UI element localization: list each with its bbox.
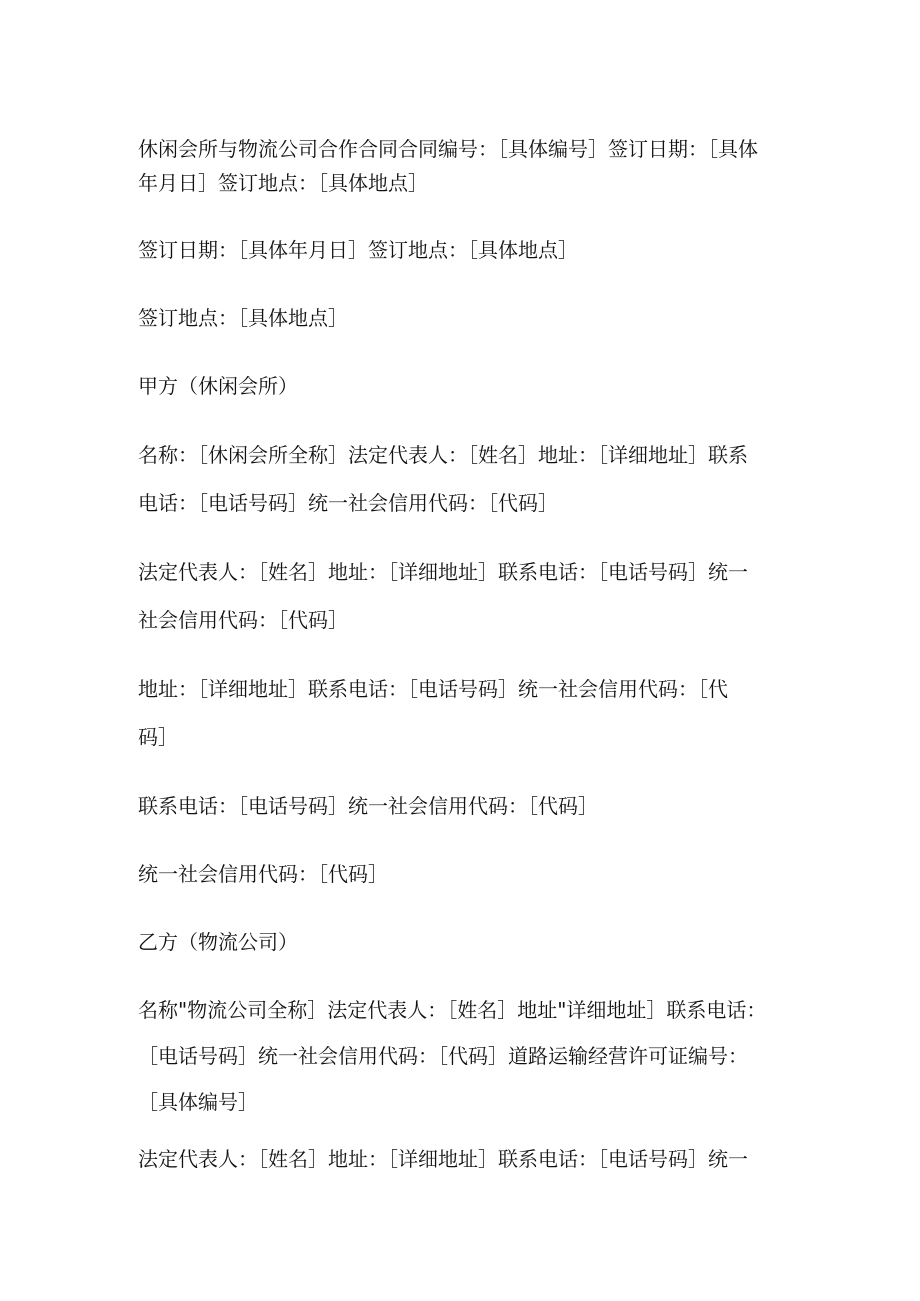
text-line: 乙方（物流公司）: [138, 930, 298, 954]
text-line: 码］: [138, 725, 178, 749]
text-line: 签订日期：［具体年月日］签订地点：［具体地点］: [138, 238, 578, 262]
party-a-address-paragraph: [138, 677, 784, 749]
text-line: 法定代表人：［姓名］地址：［详细地址］联系电话：［电话号码］统一: [138, 1147, 748, 1171]
party-a-name-paragraph: [138, 443, 784, 515]
party-b-heading: [138, 930, 784, 954]
party-a-rep-paragraph: [138, 560, 784, 632]
party-b-name-paragraph: [138, 998, 784, 1114]
text-line: ［具体编号］: [138, 1090, 258, 1114]
party-b-rep-paragraph: [138, 1147, 784, 1171]
contract-title-paragraph: [138, 137, 784, 195]
text-line: 名称：［休闲会所全称］法定代表人：［姓名］地址：［详细地址］联系: [138, 443, 748, 467]
party-a-phone-paragraph: [138, 794, 784, 818]
text-line: 地址：［详细地址］联系电话：［电话号码］统一社会信用代码：［代: [138, 677, 728, 701]
text-line: 签订地点：［具体地点］: [138, 306, 348, 330]
text-line: 社会信用代码：［代码］: [138, 608, 348, 632]
text-line: 甲方（休闲会所）: [138, 374, 298, 398]
party-a-heading: [138, 374, 784, 398]
sign-date-paragraph: [138, 238, 784, 262]
text-line: 电话：［电话号码］统一社会信用代码：［代码］: [138, 491, 558, 515]
text-line: 休闲会所与物流公司合作合同合同编号：［具体编号］签订日期：［具体: [138, 137, 758, 161]
text-line: 统一社会信用代码：［代码］: [138, 862, 388, 886]
text-line: ［电话号码］统一社会信用代码：［代码］道路运输经营许可证编号：: [138, 1044, 748, 1068]
sign-place-paragraph: [138, 306, 784, 330]
text-line: 联系电话：［电话号码］统一社会信用代码：［代码］: [138, 794, 598, 818]
text-line: 法定代表人：［姓名］地址：［详细地址］联系电话：［电话号码］统一: [138, 560, 748, 584]
party-a-code-paragraph: [138, 862, 784, 886]
text-line: 名称"物流公司全称］法定代表人：［姓名］地址"详细地址］联系电话：: [138, 998, 767, 1022]
text-line: 年月日］签订地点：［具体地点］: [138, 171, 428, 195]
